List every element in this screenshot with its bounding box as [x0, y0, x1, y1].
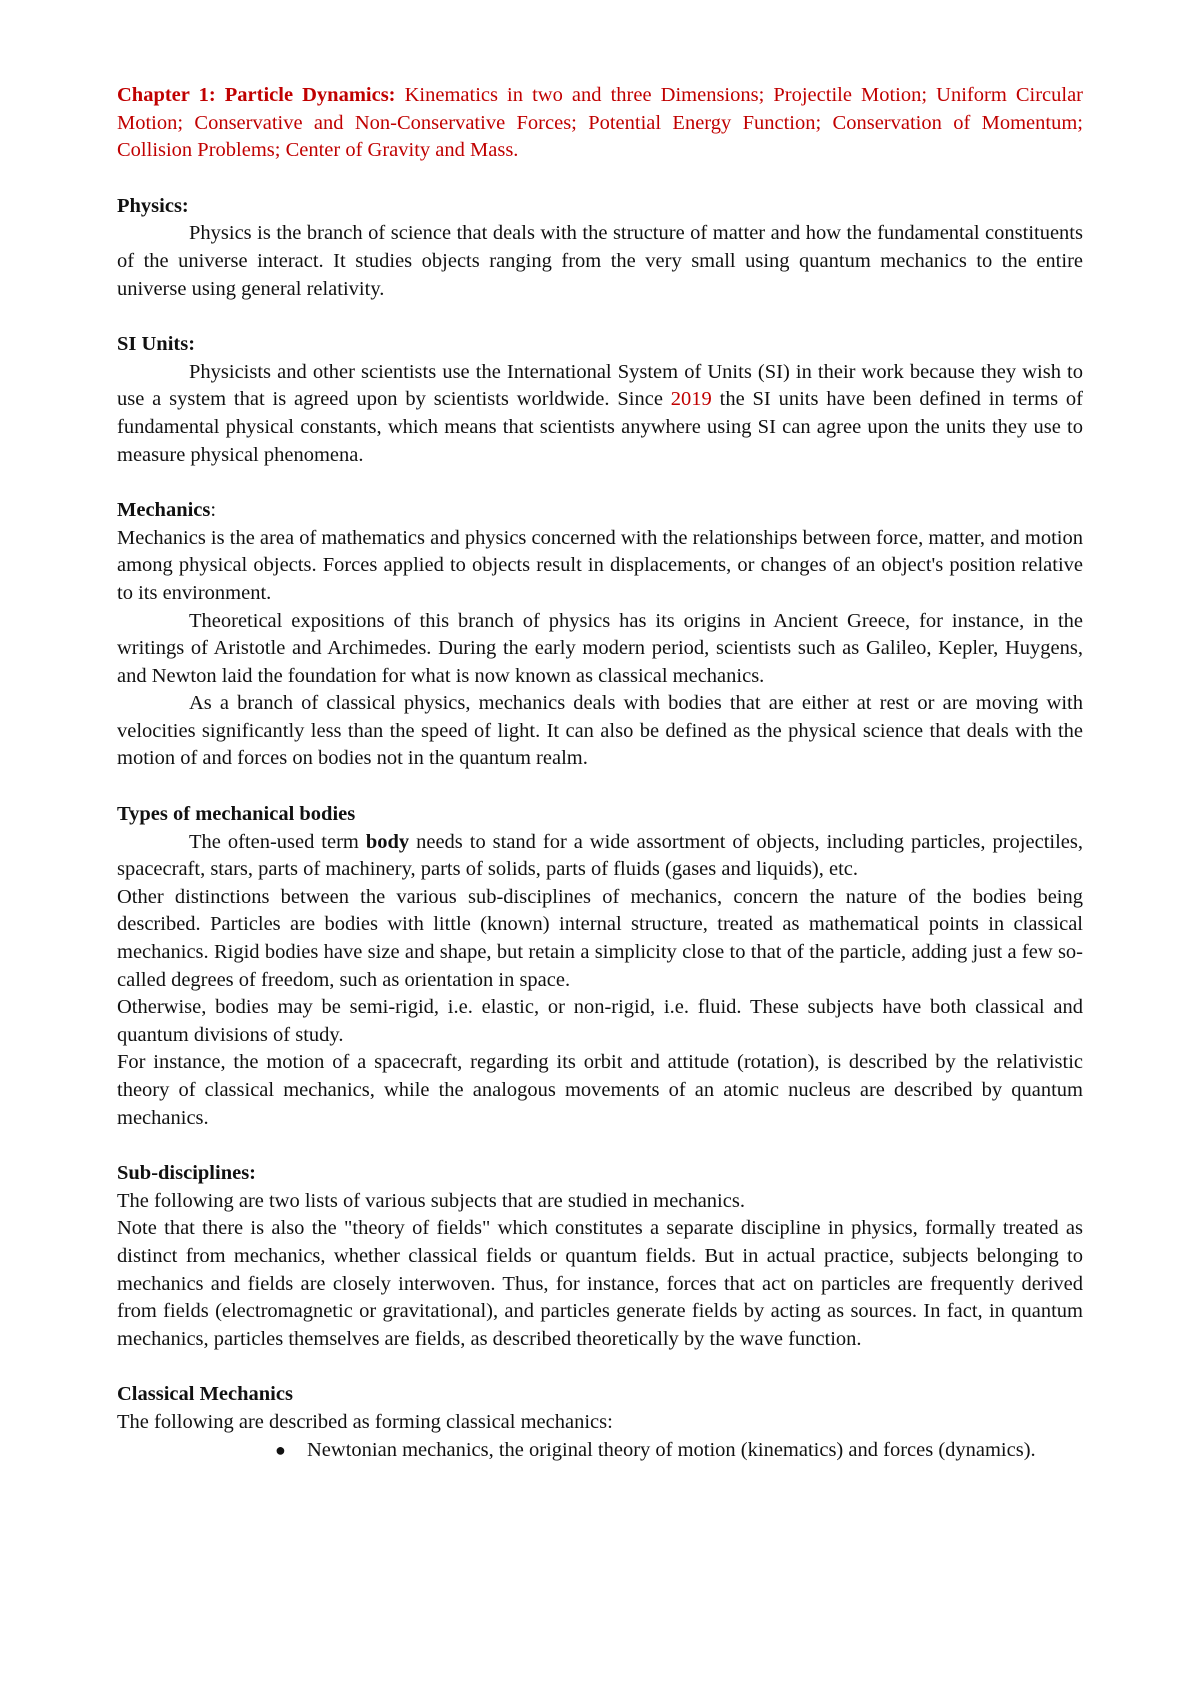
- list-item: [275, 1437, 1083, 1465]
- section-heading-line: [117, 497, 1083, 525]
- chapter-label: Chapter 1: Particle Dynamics:: [117, 84, 396, 106]
- text-run: The often-used term: [189, 830, 366, 853]
- section-heading: SI Units:: [117, 333, 196, 356]
- chapter-topics: Kinematics in two and three Dimensions; Projectile Motion; Uniform Circular Motion; Conservative and Non-Conservative Forces; Potential Energy Function; Conservation of Momentum; Collision Problems; Center of Gravity and Mass.: [117, 84, 1084, 162]
- paragraph: [117, 829, 1083, 884]
- heading-colon: :: [210, 499, 217, 522]
- paragraph: [117, 359, 1083, 469]
- year-highlight: 2019: [670, 388, 712, 411]
- section-heading: Sub-disciplines:: [117, 1162, 256, 1185]
- chapter-title: [117, 82, 1083, 165]
- section-heading: Types of mechanical bodies: [117, 803, 356, 826]
- section-classical-mechanics: [117, 1381, 1083, 1464]
- paragraph: Other distinctions between the various sub-disciplines of mechanics, concern the nature of the bodies being described. Particles are bodies with little (known) internal structure, treated as mathematical points in classical mechanics. Rigid bodies have size and shape, but retain a simplicity close to that of the particle, adding just a few so-called degrees of freedom, such as orientation in space.: [117, 885, 1083, 991]
- paragraph: The following are described as forming classical mechanics:: [117, 1410, 613, 1433]
- document-page: [117, 82, 1083, 1464]
- paragraph: For instance, the motion of a spacecraft, regarding its orbit and attitude (rotation), is described by the relativistic theory of classical mechanics, while the analogous movements of an atomic nucleus are described by quantum mechanics.: [117, 1051, 1083, 1129]
- section-si-units: [117, 331, 1083, 469]
- section-heading: Classical Mechanics: [117, 1383, 293, 1406]
- paragraph: Mechanics is the area of mathematics and physics concerned with the relationships between force, matter, and motion among physical objects. Forces applied to objects result in displacements, or changes of an object's position relative to its environment.: [117, 526, 1083, 604]
- section-types-of-bodies: [117, 801, 1083, 1132]
- section-sub-disciplines: [117, 1160, 1083, 1353]
- bullet-icon: ●: [275, 1439, 286, 1460]
- paragraph: Otherwise, bodies may be semi-rigid, i.e. elastic, or non-rigid, i.e. fluid. These subjects have both classical and quantum divisions of study.: [117, 996, 1083, 1046]
- text-run: the SI units have been defined in terms of fundamental physical constants, which means that scientists anywhere using SI can agree upon the units they use to measure physical phenomena.: [117, 388, 1084, 466]
- text-run: Physicists and other scientists use the International System of Units (SI) in their work because they wish to use a system that is agreed upon by scientists worldwide. Since: [117, 360, 1083, 411]
- text-run: needs to stand for a wide assortment of objects, including particles, projectiles, spacecraft, stars, parts of machinery, parts of solids, parts of fluids (gases and liquids), etc.: [117, 830, 1083, 881]
- section-physics: [117, 193, 1083, 303]
- section-heading: Physics:: [117, 194, 189, 217]
- section-mechanics: [117, 497, 1083, 773]
- list-item-text: Newtonian mechanics, the original theory of motion (kinematics) and forces (dynamics).: [307, 1438, 1036, 1461]
- section-heading: Mechanics: [117, 499, 211, 522]
- paragraph: As a branch of classical physics, mechanics deals with bodies that are either at rest or are moving with velocities significantly less than the speed of light. It can also be defined as the physical science that deals with the motion of and forces on bodies not in the quantum realm.: [117, 692, 1083, 770]
- paragraph: Theoretical expositions of this branch of physics has its origins in Ancient Greece, for instance, in the writings of Aristotle and Archimedes. During the early modern period, scientists such as Galileo, Kepler, Huygens, and Newton laid the foundation for what is now known as classical mechanics.: [117, 609, 1083, 687]
- bold-term: body: [365, 830, 410, 853]
- paragraph: Physics is the branch of science that deals with the structure of matter and how the fundamental constituents of the universe interact. It studies objects ranging from the very small using quantum mechanics to the entire universe using general relativity.: [117, 222, 1083, 300]
- paragraph: Note that there is also the "theory of fields" which constitutes a separate discipline in physics, formally treated as distinct from mechanics, whether classical fields or quantum fields. But in actual practice, subjects belonging to mechanics and fields are closely interwoven. Thus, for instance, forces that act on particles are frequently derived from fields (electromagnetic or gravitational), and particles generate fields by acting as sources. In fact, in quantum mechanics, particles themselves are fields, as described theoretically by the wave function.: [117, 1217, 1083, 1350]
- bullet-list: [117, 1437, 1083, 1465]
- paragraph: The following are two lists of various subjects that are studied in mechanics.: [117, 1189, 745, 1212]
